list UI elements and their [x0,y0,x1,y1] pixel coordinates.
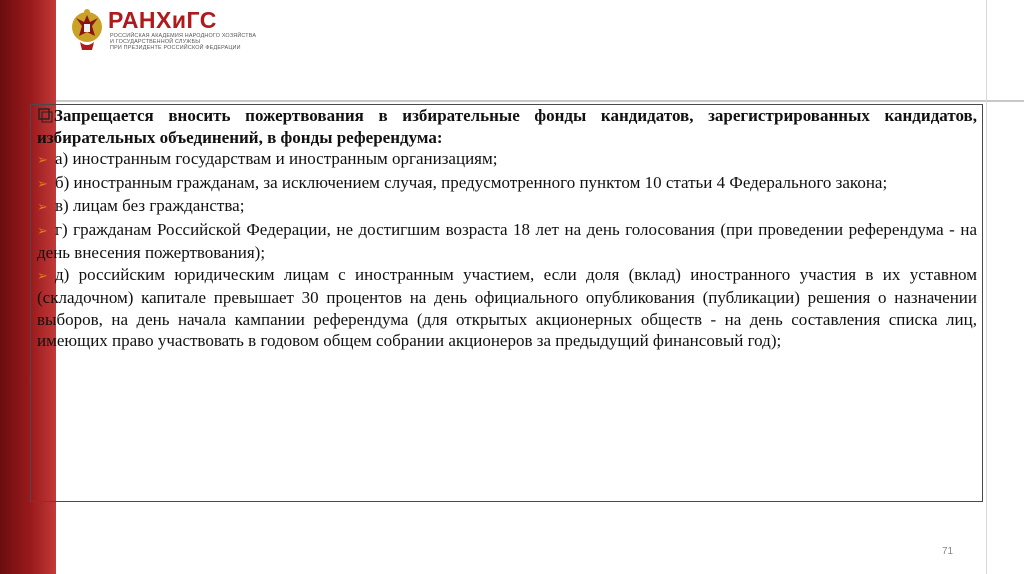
page-number: 71 [942,546,954,557]
list-item [37,148,977,172]
slide-heading-text: Запрещается вносить пожертвования в избирательные фонды кандидатов, зарегистрированных кандидатов, избирательных объединений, в фонды референдума: [37,106,977,147]
right-divider [986,0,987,574]
arrow-bullet-icon: ➢ [37,176,48,192]
list-item-text: г) гражданам Российской Федерации, не достигшим возраста 18 лет на день голосования (при проведении референдума - на день внесения пожертвования); [37,219,977,262]
header-divider [56,100,1024,102]
list-item [37,264,977,352]
arrow-bullet-icon: ➢ [37,200,48,215]
list-item [37,195,977,219]
arrow-bullet-icon: ➢ [37,223,48,239]
list-item-text: б) иностранным гражданам, за исключением случая, предусмотренного пунктом 10 статьи 4 Федерального закона; [55,172,888,192]
slide-heading [37,105,977,148]
list-item [37,219,977,264]
list-item-text: а) иностранным государствам и иностранным организациям; [55,149,498,168]
ranepa-logo [70,6,310,56]
list-item [37,172,977,196]
logo-subtitle-line: РОССИЙСКАЯ АКАДЕМИЯ НАРОДНОГО ХОЗЯЙСТВА [110,33,257,39]
arrow-bullet-icon: ➢ [37,153,48,168]
double-headed-eagle-icon [70,6,104,52]
arrow-bullet-icon: ➢ [37,268,48,284]
logo-subtitle [110,33,285,51]
slide-content-box [30,104,983,502]
logo-subtitle-line: И ГОСУДАРСТВЕННОЙ СЛУЖБЫ [110,39,201,45]
list-item-text: в) лицам без гражданства; [55,196,245,215]
logo-title: РАНХиГС [108,7,217,33]
logo-subtitle-line: ПРИ ПРЕЗИДЕНТЕ РОССИЙСКОЙ ФЕДЕРАЦИИ [110,45,241,51]
list-item-text: д) российским юридическим лицам с иностранным участием, если доля (вклад) иностранного участия в их уставном (складочном) капитале превышает 30 процентов на день официального опубликования (публикации) решения о назначении выборов, на день начала кампании референдума (для открытых акционерных обществ - на день составления списка лиц, имеющих право участвовать в годовом общем собрании акционеров за предыдущий финансовый год); [37,264,977,350]
square-bullet-icon [37,107,54,123]
